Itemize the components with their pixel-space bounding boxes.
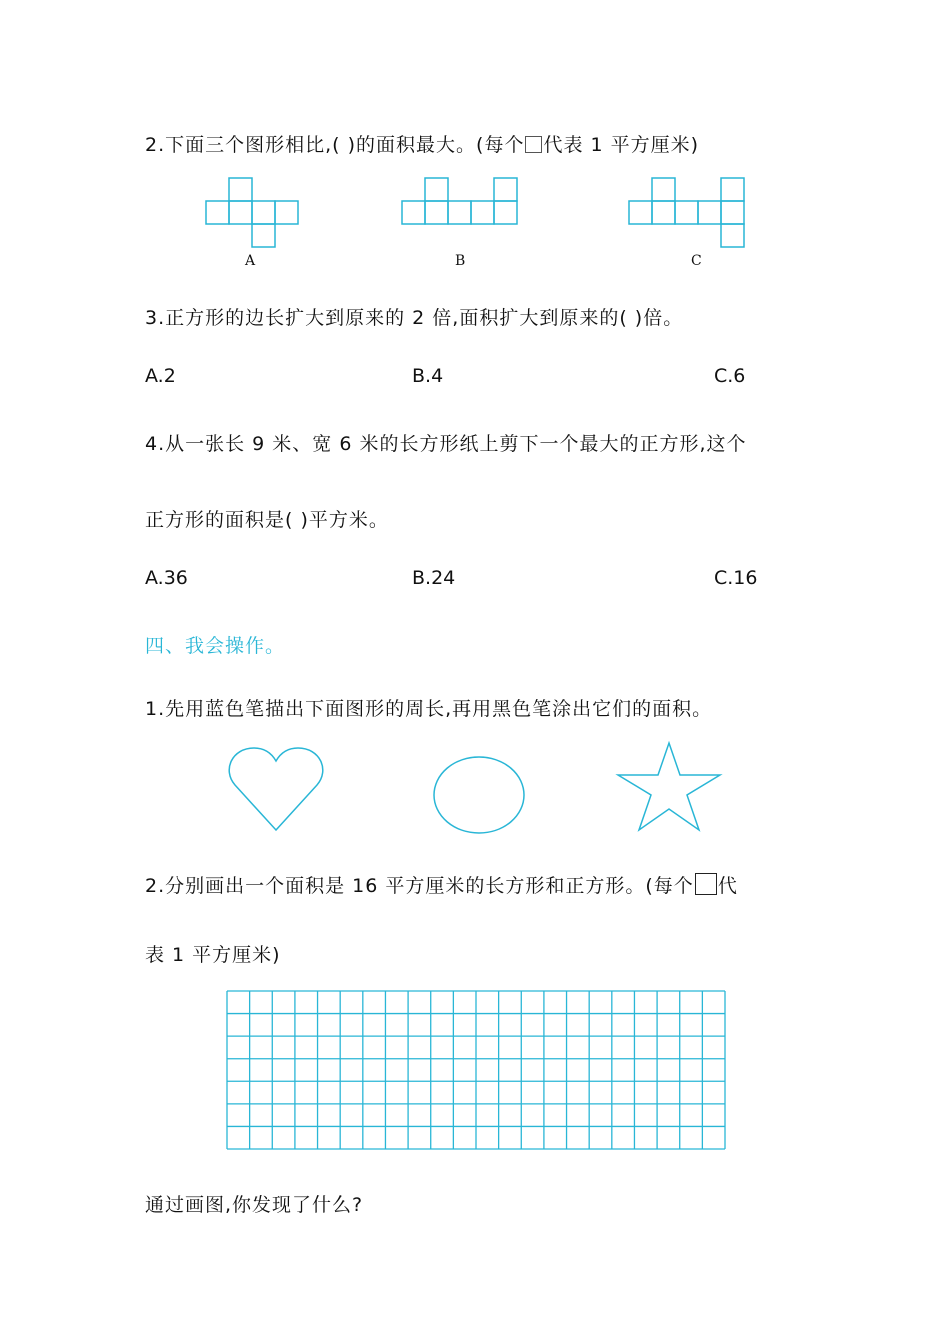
heart-icon bbox=[229, 748, 323, 830]
operation-2-text-start: 2.分别画出一个面积是 16 平方厘米的长方形和正方形。(每个 bbox=[145, 875, 694, 897]
operation-2-line-1 bbox=[145, 871, 738, 898]
star-icon bbox=[618, 743, 720, 830]
section-4-heading: 四、我会操作。 bbox=[145, 635, 286, 657]
figure-c-label: C bbox=[691, 253, 702, 269]
drawing-grid[interactable] bbox=[226, 990, 726, 1150]
closing-question: 通过画图,你发现了什么? bbox=[145, 1194, 364, 1216]
question-3-option-a: A.2 bbox=[145, 365, 176, 387]
question-4-option-c: C.16 bbox=[714, 567, 758, 589]
question-2-text-end: 代表 1 平方厘米) bbox=[543, 134, 700, 156]
question-2-text-start: 2.下面三个图形相比,( )的面积最大。(每个 bbox=[145, 134, 525, 156]
figure-a-label: A bbox=[245, 253, 256, 269]
operation-2-line-2: 表 1 平方厘米) bbox=[145, 944, 281, 966]
operation-2-text-end: 代 bbox=[717, 875, 738, 897]
operation-1-text: 1.先用蓝色笔描出下面图形的周长,再用黑色笔涂出它们的面积。 bbox=[145, 698, 713, 720]
ellipse-icon bbox=[434, 757, 524, 833]
question-3-option-b: B.4 bbox=[412, 365, 444, 387]
question-4-line-2: 正方形的面积是( )平方米。 bbox=[145, 509, 389, 531]
figure-b-label: B bbox=[455, 253, 466, 269]
question-4-option-a: A.36 bbox=[145, 567, 188, 589]
question-4-option-b: B.24 bbox=[412, 567, 456, 589]
question-3-text: 3.正方形的边长扩大到原来的 2 倍,面积扩大到原来的( )倍。 bbox=[145, 307, 684, 329]
question-4-line-1: 4.从一张长 9 米、宽 6 米的长方形纸上剪下一个最大的正方形,这个 bbox=[145, 433, 747, 455]
unit-square-icon bbox=[695, 873, 717, 895]
question-3-option-c: C.6 bbox=[714, 365, 746, 387]
